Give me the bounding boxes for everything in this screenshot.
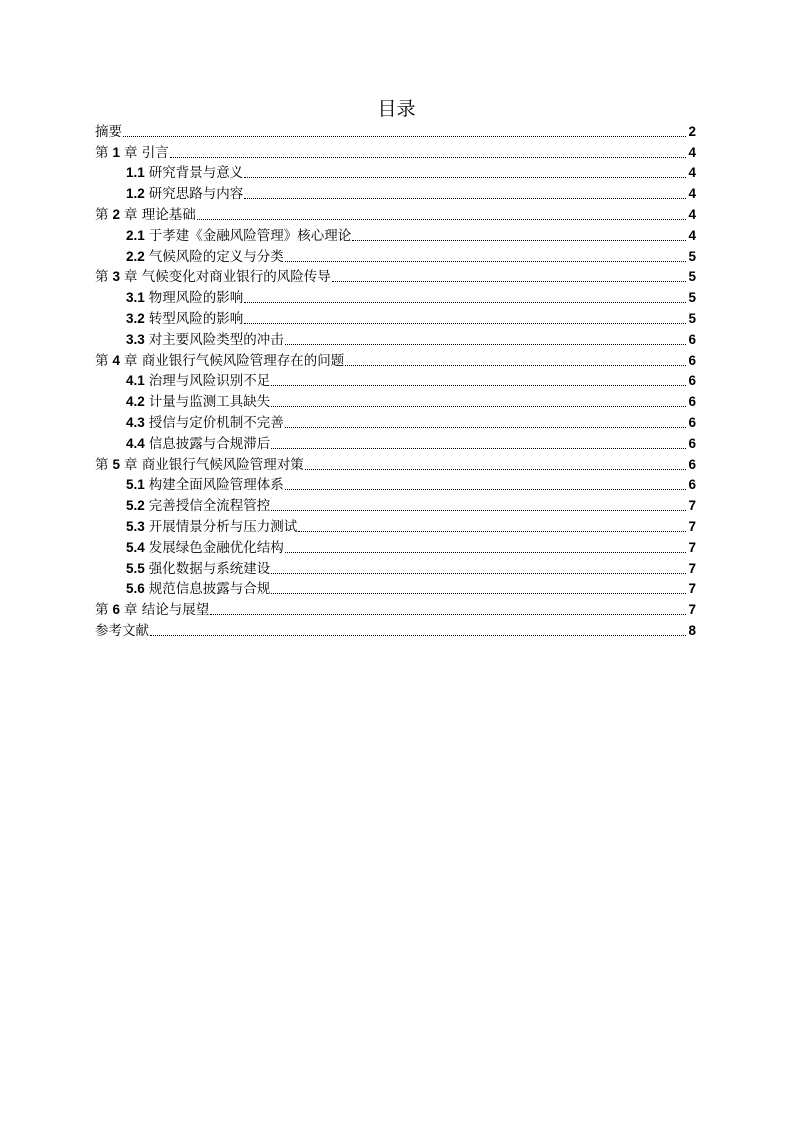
toc-entry-number: 5.6 [126,581,145,597]
toc-entry-text: 章 结论与展望 [124,602,210,619]
toc-dot-leader [271,448,686,449]
toc-entry-label [95,267,331,287]
toc-entry-text: 转型风险的影响 [148,310,244,327]
toc-entry-page: 7 [688,602,696,618]
toc-entry-text: 参考文献 [95,622,149,639]
toc-entry-label [95,455,304,475]
toc-entry[interactable] [95,225,696,246]
toc-entry-number: 3.1 [126,290,145,306]
toc-entry-label [126,579,270,599]
toc-entry-number: 3.3 [126,331,145,347]
toc-entry[interactable] [95,579,696,600]
toc-entry-label [126,475,284,495]
toc-entry-number: 1.2 [126,186,145,202]
toc-entry-number: 4 [112,352,121,368]
toc-entry-page: 6 [688,414,696,430]
toc-entry[interactable] [95,183,696,204]
toc-entry-text: 强化数据与系统建设 [148,560,271,577]
toc-entry-text: 研究思路与内容 [148,186,244,203]
toc-entry-prefix: 第 [95,456,109,473]
toc-entry-page: 6 [688,477,696,493]
toc-entry-number: 5.5 [126,560,145,576]
toc-entry-page: 2 [688,123,696,139]
toc-entry[interactable] [95,308,696,329]
toc-entry[interactable] [95,121,696,142]
toc-dot-leader [285,489,686,490]
toc-entry-label [126,226,351,246]
toc-entry[interactable] [95,495,696,516]
toc-entry-number: 4.4 [126,435,145,451]
toc-entry-number: 5.3 [126,518,145,534]
toc-entry-prefix: 第 [95,352,109,369]
toc-entry-page: 6 [688,394,696,410]
toc-entry-page: 4 [688,227,696,243]
toc-entry-number: 3 [112,269,121,285]
toc-entry-page: 5 [688,248,696,264]
toc-entry-text: 规范信息披露与合规 [148,581,271,598]
toc-entry-label [126,247,284,267]
toc-entry-text: 开展情景分析与压力测试 [148,518,298,535]
toc-entry-label [95,143,169,163]
toc-dot-leader [305,469,686,470]
toc-entry-text: 物理风险的影响 [148,290,244,307]
toc-entry-page: 7 [688,539,696,555]
toc-entry-page: 5 [688,310,696,326]
toc-entry[interactable] [95,620,696,641]
toc-entry[interactable] [95,287,696,308]
toc-entry-text: 发展绿色金融优化结构 [148,539,284,556]
toc-entry-label [126,392,270,412]
toc-entry-page: 8 [688,622,696,638]
toc-entry-prefix: 第 [95,602,109,619]
toc-dot-leader [285,552,686,553]
toc-entry-label [126,538,284,558]
toc-entry[interactable] [95,267,696,288]
toc-dot-leader [332,281,686,282]
toc-entry-number: 4.2 [126,394,145,410]
toc-entry-label [126,184,243,204]
toc-entry-number: 4.3 [126,414,145,430]
toc-entry-number: 1 [112,144,121,160]
toc-entry-prefix: 第 [95,206,109,223]
toc-entry-number: 2.1 [126,227,145,243]
toc-entry-text: 章 理论基础 [124,206,196,223]
toc-entry[interactable] [95,391,696,412]
toc-entry-text: 气候风险的定义与分类 [148,248,284,265]
toc-entry-text: 章 商业银行气候风险管理对策 [124,456,304,473]
toc-entry-number: 2.2 [126,248,145,264]
toc-entry-text: 章 气候变化对商业银行的风险传导 [124,269,331,286]
toc-entry[interactable] [95,371,696,392]
toc-entry[interactable] [95,433,696,454]
toc-entry-label [95,621,149,641]
toc-dot-leader [170,157,686,158]
toc-entry-label [95,122,122,142]
toc-dot-leader [244,323,686,324]
page-title: 目录 [377,98,416,120]
toc-entry-page: 5 [688,290,696,306]
toc-entry-label [126,496,270,516]
toc-dot-leader [345,365,686,366]
toc-entry-number: 3.2 [126,310,145,326]
toc-dot-leader [197,219,686,220]
toc-entry[interactable] [95,475,696,496]
toc-entry-label [126,330,284,350]
toc-entry-page: 6 [688,435,696,451]
toc-entry-number: 2 [112,206,121,222]
toc-entry-text: 授信与定价机制不完善 [148,414,284,431]
toc-entry-text: 摘要 [95,123,122,140]
toc-entry[interactable] [95,163,696,184]
toc-entry-label [126,309,243,329]
toc-dot-leader [285,427,686,428]
toc-entry-page: 7 [688,560,696,576]
toc-dot-leader [285,344,686,345]
toc-entry[interactable] [95,599,696,620]
toc-entry-label [95,600,209,620]
toc-entry-label [126,163,243,183]
toc-entry-number: 5.2 [126,498,145,514]
toc-entry-page: 7 [688,518,696,534]
toc-entry-text: 章 引言 [124,144,169,161]
toc-entry-number: 5.1 [126,477,145,493]
toc-entry-label [95,205,196,225]
toc-entry-page: 4 [688,144,696,160]
toc-entry-label [126,559,270,579]
toc-entry-label [95,351,344,371]
toc-dot-leader [244,177,686,178]
table-of-contents [95,121,696,641]
toc-entry-number: 4.1 [126,373,145,389]
toc-entry[interactable] [95,142,696,163]
toc-entry[interactable] [95,246,696,267]
toc-entry-number: 5.4 [126,539,145,555]
toc-entry[interactable] [95,204,696,225]
toc-dot-leader [285,261,686,262]
toc-entry-label [126,434,270,454]
toc-dot-leader [271,573,686,574]
toc-dot-leader [298,531,686,532]
toc-entry-text: 对主要风险类型的冲击 [148,331,284,348]
toc-entry-text: 信息披露与合规滞后 [148,435,271,452]
toc-entry-page: 7 [688,581,696,597]
toc-entry-prefix: 第 [95,269,109,286]
toc-entry-page: 5 [688,269,696,285]
toc-entry-number: 6 [112,602,121,618]
toc-entry-page: 4 [688,186,696,202]
toc-entry-label [126,288,243,308]
toc-entry-label [126,517,297,537]
toc-entry-text: 构建全面风险管理体系 [148,477,284,494]
toc-dot-leader [244,302,686,303]
toc-entry-page: 7 [688,498,696,514]
toc-entry[interactable] [95,329,696,350]
toc-entry-label [126,413,284,433]
toc-dot-leader [352,240,686,241]
toc-dot-leader [244,198,686,199]
toc-dot-leader [271,593,686,594]
toc-entry-page: 6 [688,331,696,347]
toc-entry-number: 1.1 [126,165,145,181]
toc-entry[interactable] [95,558,696,579]
toc-entry-page: 4 [688,206,696,222]
toc-dot-leader [271,385,686,386]
toc-dot-leader [271,406,686,407]
toc-entry-text: 完善授信全流程管控 [148,498,271,515]
toc-entry[interactable] [95,537,696,558]
toc-entry[interactable] [95,454,696,475]
toc-dot-leader [271,510,686,511]
toc-entry[interactable] [95,516,696,537]
toc-dot-leader [123,136,686,137]
toc-entry[interactable] [95,350,696,371]
toc-entry-text: 计量与监测工具缺失 [148,394,271,411]
toc-entry-text: 治理与风险识别不足 [148,373,271,390]
toc-entry-label [126,371,270,391]
toc-dot-leader [210,614,686,615]
toc-entry-page: 6 [688,352,696,368]
toc-entry-prefix: 第 [95,144,109,161]
toc-entry-page: 6 [688,456,696,472]
toc-entry-page: 4 [688,165,696,181]
toc-entry-text: 于孝建《金融风险管理》核心理论 [148,227,352,244]
toc-entry-number: 5 [112,456,121,472]
toc-entry-text: 研究背景与意义 [148,165,244,182]
toc-dot-leader [150,635,686,636]
toc-entry-page: 6 [688,373,696,389]
toc-entry-text: 章 商业银行气候风险管理存在的问题 [124,352,345,369]
toc-entry[interactable] [95,412,696,433]
